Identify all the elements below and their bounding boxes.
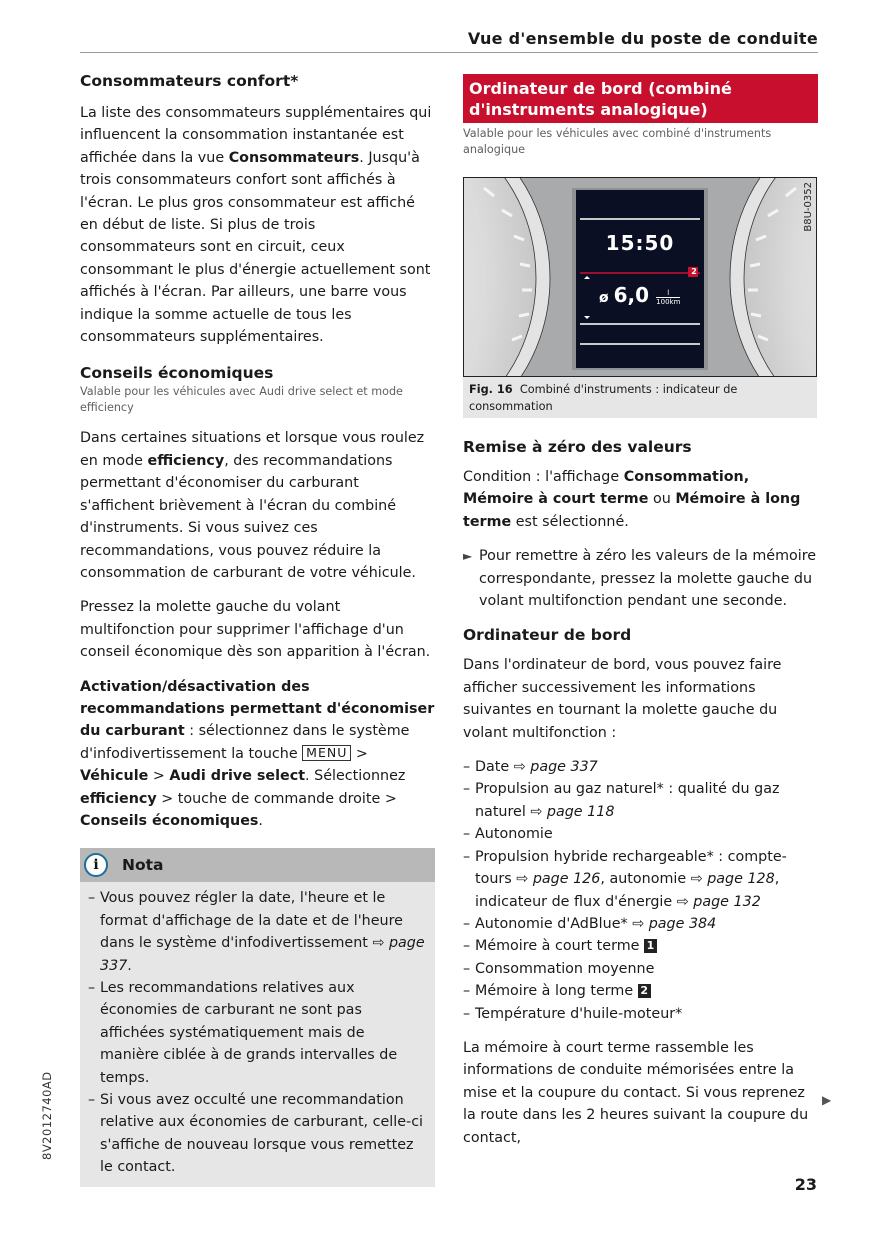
nota-item: – Vous pouvez régler la date, l'heure et le format d'affichage de la date et de l'heure dans le système d'infodivertissement ⇨ page 337.	[88, 890, 425, 974]
list-item: – Propulsion au gaz naturel* : qualité du gaz naturel ⇨ page 118	[463, 781, 780, 820]
eco-tips-activation-paragraph: Activation/désactivation des recommandations permettant d'économiser du carburant : sélectionnez dans le système d'infodivertissement la touche MENU > Véhicule > Audi drive select. Sélectionnez efficiency > touche de commande droite > Conseils économiques.	[80, 678, 435, 829]
step-arrow-icon: ►	[463, 549, 473, 564]
section-title-reset-values: Remise à zéro des valeurs	[463, 438, 692, 456]
right-column	[463, 70, 818, 1149]
section-banner-trip-computer: Ordinateur de bord (combiné d'instruments analogique)	[463, 74, 818, 123]
figure-16	[463, 177, 817, 418]
memory-badge: 2	[691, 267, 697, 276]
page-reference-link[interactable]: ⇨ page 126	[516, 871, 601, 888]
chapter-title: Vue d'ensemble du poste de conduite	[467, 29, 818, 48]
nota-title: Nota	[122, 856, 164, 875]
comfort-consumers-paragraph: La liste des consommateurs supplémentaires qui influencent la consommation instantanée est affichée dans la vue Consommateurs. Jusqu'à trois consommateurs confort sont affichés à l'écran. Le plus gros consommateur est affiché en début de liste. Si plus de trois consommateurs sont en circuit, ceux consommant le plus d'énergie actuellement sont affichés à l'écran. Par ailleurs, une barre vous indique la somme actuelle de tous les consommateurs supplémentaires.	[80, 105, 432, 346]
page-reference-link[interactable]: ⇨ page 337	[513, 759, 598, 776]
eco-tips-validity: Valable pour les véhicules avec Audi drive select et mode efficiency	[80, 385, 403, 414]
instrument-cluster-image	[463, 177, 817, 377]
list-item: – Température d'huile-moteur*	[463, 1005, 683, 1022]
consumption-readout: ø 6,0 $\frac{l}{100km}$	[599, 283, 681, 307]
callout-badge: 1	[644, 939, 657, 953]
page-reference-link[interactable]: ⇨ page 384	[632, 915, 717, 932]
section-title-comfort-consumers: Consommateurs confort*	[80, 72, 299, 90]
list-item: – Propulsion hybride rechargeable* : compte-tours ⇨ page 126, autonomie ⇨ page 128, indicateur de flux d'énergie ⇨ page 132	[463, 848, 787, 910]
continue-arrow-icon: ▶	[822, 1093, 832, 1107]
nota-header	[80, 848, 435, 882]
short-term-memory-paragraph: La mémoire à court terme rassemble les informations de conduite mémorisées entre la mise et la coupure du contact. Si vous reprenez la route dans les 2 heures suivant la coupure du contact,	[463, 1039, 809, 1146]
list-item: – Date ⇨ page 337	[463, 759, 598, 776]
nota-list	[80, 882, 435, 1186]
list-item: – Autonomie d'AdBlue* ⇨ page 384	[463, 915, 717, 932]
figure-caption: Fig. 16 Combiné d'instruments : indicateur de consommation	[463, 377, 817, 418]
trip-computer-list	[463, 756, 818, 1025]
center-display	[572, 188, 708, 370]
reset-step: ► Pour remettre à zéro les valeurs de la mémoire correspondante, pressez la molette gauche du volant multifonction pendant une seconde.	[463, 545, 818, 612]
eco-tips-paragraph-1: Dans certaines situations et lorsque vous roulez en mode efficiency, des recommandations permettant d'économiser du carburant s'affichent brièvement à l'écran du combiné d'instruments. Si vous suivez ces recommandations, vous pouvez réduire la consommation de carburant de votre véhicule.	[80, 430, 425, 581]
section-title-trip-computer: Ordinateur de bord	[463, 626, 632, 645]
page-header	[80, 28, 818, 53]
nota-item: – Si vous avez occulté une recommandation relative aux économies de carburant, celle-ci s'affiche de nouveau lorsque vous remettez le contact.	[88, 1092, 424, 1176]
section-title-eco-tips: Conseils économiques	[80, 364, 274, 383]
display-time: 15:50	[605, 231, 675, 255]
instrument-cluster-illustration	[464, 178, 816, 376]
list-item: – Mémoire à long terme 2	[463, 980, 818, 1002]
page-reference-link[interactable]: ⇨ page 132	[676, 893, 761, 910]
trip-computer-intro: Dans l'ordinateur de bord, vous pouvez faire afficher successivement les informations suivantes en tournant la molette gauche du volant multifonction :	[463, 657, 782, 741]
callout-badge: 2	[638, 984, 651, 998]
nota-item: – Les recommandations relatives aux économies de carburant ne sont pas affichées systématiquement mais de manière ciblée à de grands intervalles de temps.	[88, 980, 398, 1086]
nota-box	[80, 848, 435, 1186]
reset-condition: Condition : l'affichage Consommation, Mémoire à court terme ou Mémoire à long terme est sélectionné.	[463, 469, 801, 530]
eco-tips-paragraph-2: Pressez la molette gauche du volant multifonction pour supprimer l'affichage d'un conseil économique dès son apparition à l'écran.	[80, 599, 431, 661]
page-reference-link[interactable]: ⇨ page 128	[690, 871, 775, 888]
page-reference-link[interactable]: ⇨ page 337	[100, 935, 425, 974]
page-number: 23	[794, 1175, 817, 1194]
trip-computer-validity: Valable pour les véhicules avec combiné d'instruments analogique	[463, 127, 772, 156]
left-column	[80, 70, 435, 1187]
document-id: 8V2012740AD	[40, 1071, 54, 1160]
list-item: – Consommation moyenne	[463, 960, 655, 977]
list-item: – Autonomie	[463, 826, 553, 843]
list-item: – Mémoire à court terme 1	[463, 935, 818, 957]
page-reference-link[interactable]: ⇨ page 118	[530, 803, 615, 820]
menu-key: MENU	[302, 745, 351, 761]
figure-code: B8U-0352	[803, 182, 814, 232]
info-icon: i	[84, 853, 108, 877]
